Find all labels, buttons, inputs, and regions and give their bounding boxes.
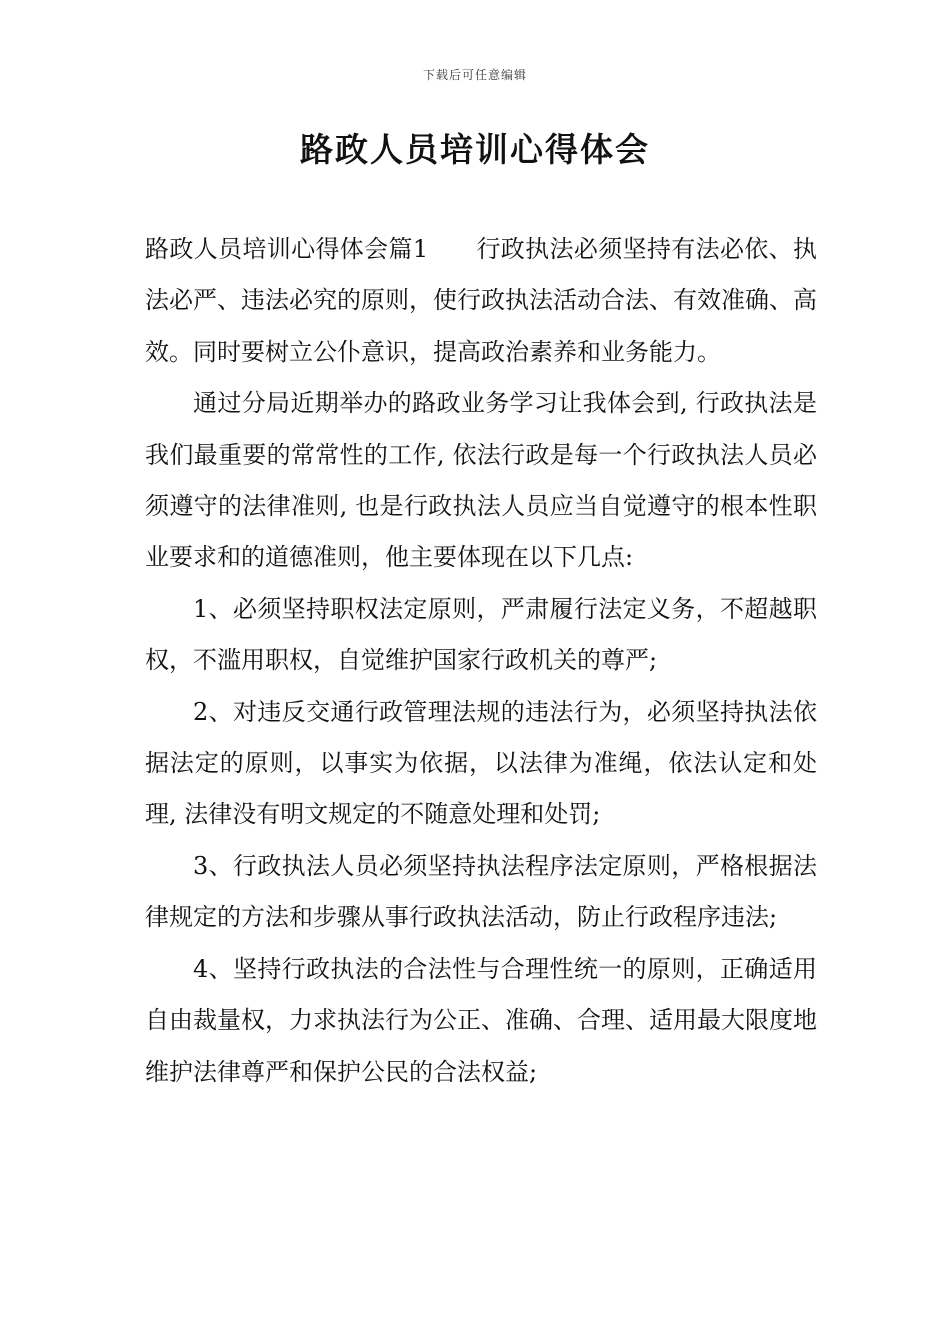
list-item-4: 4、坚持行政执法的合法性与合理性统一的原则，正确适用自由裁量权，力求执法行为公正、准确、合理、适用最大限度地维护法律尊严和保护公民的合法权益; (145, 954, 817, 1086)
list-item-3: 3、行政执法人员必须坚持执法程序法定原则，严格根据法律规定的方法和步骤从事行政执法活动，防止行政程序违法; (145, 851, 817, 932)
intro-text: 行政执法必须坚持有法必依、执法必严、违法必究的原则，使行政执法活动合法、有效准确、高效。同时要树立公仆意识，提高政治素养和业务能力。 (145, 235, 817, 366)
section-heading: 路政人员培训心得体会篇1 (145, 235, 429, 263)
body-paragraph: 通过分局近期举办的路政业务学习让我体会到, 行政执法是我们最重要的常常性的工作, 依法行政是每一个行政执法人员必须遵守的法律准则, 也是行政执法人员应当自觉遵守的根本性职业要求和的道德准则，他主要体现在以下几点: (145, 389, 817, 572)
list-item-2: 2、对违反交通行政管理法规的违法行为，必须坚持执法依据法定的原则，以事实为依据，以法律为准绳，依法认定和处理, 法律没有明文规定的不随意处理和处罚; (145, 697, 817, 829)
list-item-1: 1、必须坚持职权法定原则，严肃履行法定义务，不超越职权，不滥用职权，自觉维护国家行政机关的尊严; (145, 594, 817, 675)
intro-paragraph (145, 224, 817, 378)
document-title: 路政人员培训心得体会 (300, 130, 650, 169)
header-note: 下载后可任意编辑 (422, 68, 527, 82)
document-body (145, 224, 817, 1098)
